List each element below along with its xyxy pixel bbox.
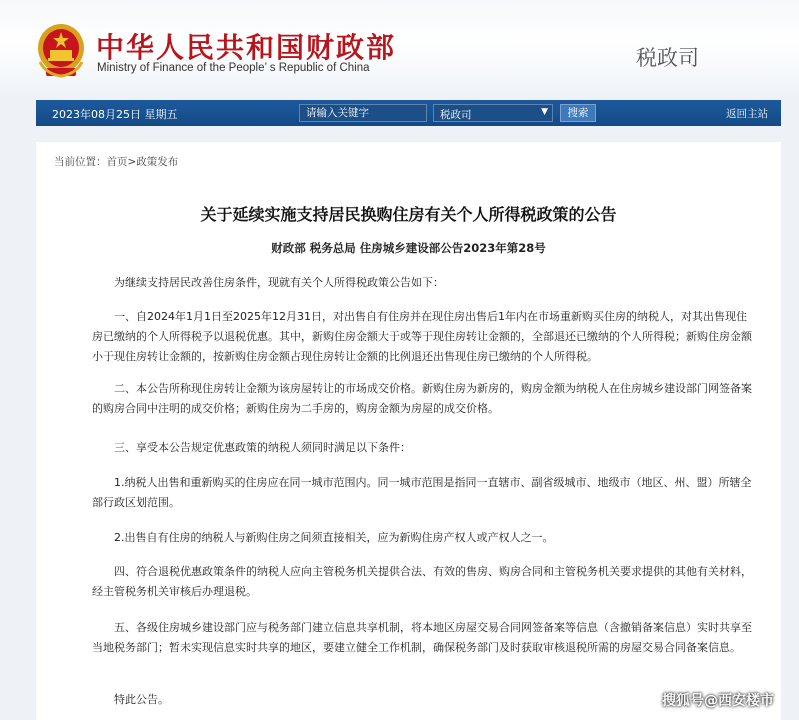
search-button[interactable]: 搜索: [560, 104, 596, 122]
article-title: 关于延续实施支持居民换购住房有关个人所得税政策的公告: [200, 205, 617, 224]
scope-select-value: 税政司: [440, 109, 472, 121]
search-input[interactable]: [299, 104, 427, 122]
site-header: [0, 0, 799, 96]
current-date: 2023年08月25日 星期五: [52, 108, 178, 121]
watermark: 搜狐号@西安楼市: [662, 693, 774, 709]
scope-select[interactable]: [433, 104, 553, 122]
breadcrumb[interactable]: 当前位置：首页>政策发布: [54, 156, 179, 168]
chevron-down-icon: ▼: [541, 107, 548, 117]
national-emblem-icon: [36, 22, 86, 78]
paragraph: 五、各级住房城乡建设部门应与税务部门建立信息共享机制，将本地区房屋交易合同网签备案等信息（含撤销备案信息）实时共享至当地税务部门；暂未实现信息实时共享的地区，要建立健全工作机制，确保税务部门及时获取审核退税所需的房屋交易合同备案信息。: [92, 621, 752, 654]
nav-bar: [36, 100, 781, 126]
paragraph: 二、本公告所称现住房转让金额为该房屋转让的市场成交价格。新购住房为新房的，购房金额为纳税人在住房城乡建设部门网签备案的购房合同中注明的成交价格；新购住房为二手房的，购房金额为房屋的成交价格。: [92, 382, 752, 415]
paragraph: 2.出售自有住房的纳税人与新购住房之间须直接相关，应为新购住房产权人或产权人之一。: [114, 531, 554, 544]
home-link[interactable]: 返回主站: [726, 108, 768, 120]
article-subtitle: 财政部 税务总局 住房城乡建设部公告2023年第28号: [271, 241, 546, 255]
department-name: 税政司: [636, 46, 699, 70]
paragraph: 三、享受本公告规定优惠政策的纳税人须同时满足以下条件：: [114, 441, 411, 454]
paragraph: 特此公告。: [114, 693, 169, 706]
ministry-name-cn: 中华人民共和国财政部: [96, 31, 397, 64]
paragraph: 一、自2024年1月1日至2025年12月31日，对出售自有住房并在现住房出售后1年内在市场重新购买住房的纳税人，对其出售现住房已缴纳的个人所得税予以退税优惠。其中，新购住房金额大于或等于现住房转让金额的，全部退还已缴纳的个人所得税；新购住房金额小于现住房转让金额的，按新购住房金额占现住房转让金额的比例退还出售现住房已缴纳的个人所得税。: [92, 310, 752, 363]
article-panel: [36, 142, 781, 720]
paragraph: 四、符合退税优惠政策条件的纳税人应向主管税务机关提供合法、有效的售房、购房合同和主管税务机关要求提供的其他有关材料，经主管税务机关审核后办理退税。: [92, 565, 752, 598]
paragraph: 1.纳税人出售和重新购买的住房应在同一城市范围内。同一城市范围是指同一直辖市、副省级城市、地级市（地区、州、盟）所辖全部行政区划范围。: [92, 476, 752, 509]
paragraph: 为继续支持居民改善住房条件，现就有关个人所得税政策公告如下：: [114, 276, 444, 289]
ministry-name-en: Ministry of Finance of the People’ s Republic of China: [97, 62, 370, 74]
